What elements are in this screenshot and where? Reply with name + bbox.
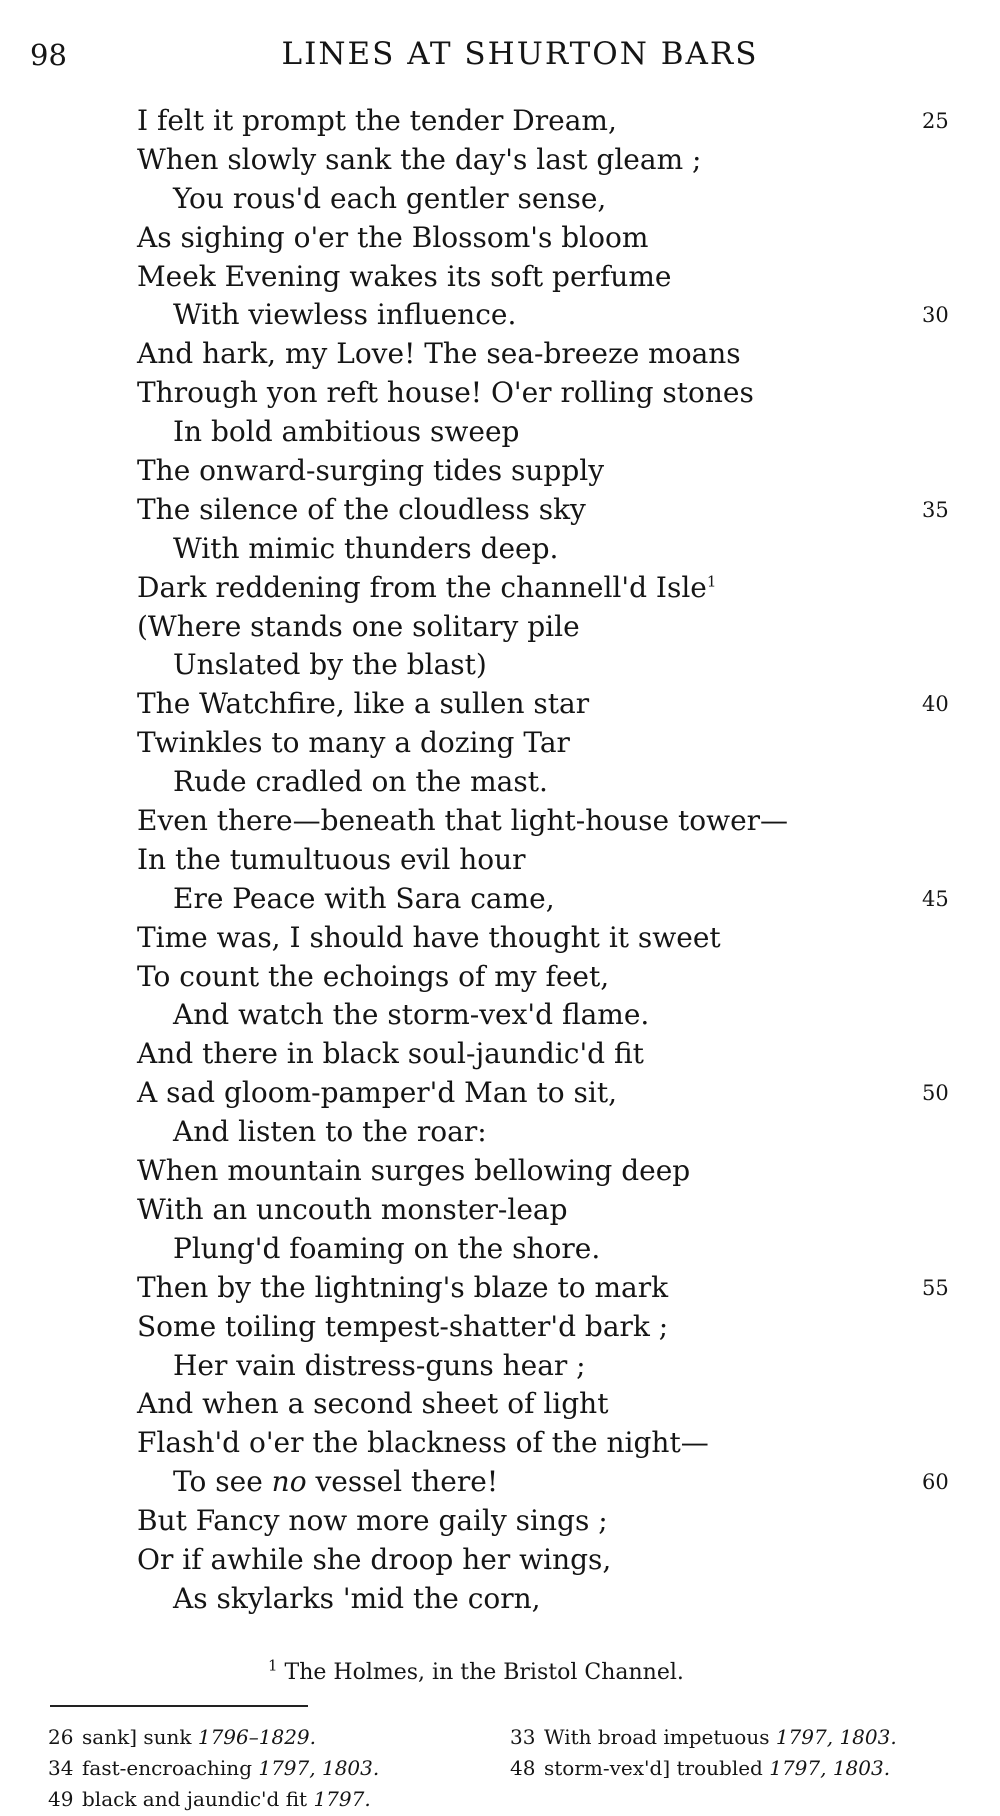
poem-line-text: When mountain surges bellowing deep <box>137 1154 691 1188</box>
poem-line <box>137 763 967 802</box>
poem-line-text: The onward-surging tides supply <box>137 454 605 488</box>
footnote-text: The Holmes, in the Bristol Channel. <box>284 1660 684 1685</box>
variant-source: 1797. <box>313 1787 371 1811</box>
poem-line <box>137 1230 967 1269</box>
variant-text: fast-encroaching <box>82 1756 252 1780</box>
footnote <box>268 1656 684 1685</box>
poem-line <box>137 258 967 297</box>
poem-line-text: As skylarks 'mid the corn, <box>173 1581 541 1615</box>
poem-line-text: As sighing o'er the Blossom's bloom <box>137 220 649 254</box>
poem-line-text: In the tumultuous evil hour <box>137 842 526 876</box>
variant-source: 1797, 1803. <box>775 1725 897 1749</box>
poem-line <box>137 413 967 452</box>
poem-line <box>137 802 967 841</box>
poem-line <box>137 1269 967 1308</box>
variant-text: black and jaundic'd fit <box>82 1787 308 1811</box>
variant-source: 1796–1829. <box>197 1725 317 1749</box>
line-number: 25 <box>922 109 949 133</box>
poem-line <box>137 1113 967 1152</box>
poem-line <box>137 646 967 685</box>
poem-line-text: And hark, my Love! The sea-breeze moans <box>137 337 741 371</box>
variant-line-number: 34 <box>48 1756 74 1780</box>
poem-line <box>137 102 967 141</box>
poem-line-text: To count the echoings of my feet, <box>137 959 610 993</box>
poem-line-text: In bold ambitious sweep <box>173 415 520 449</box>
poem-line <box>137 569 967 608</box>
poem-line <box>137 1308 967 1347</box>
footnote-reference: 1 <box>706 572 717 591</box>
poem-line <box>137 919 967 958</box>
poem-line <box>137 1385 967 1424</box>
poem-line-text: I felt it prompt the tender Dream, <box>137 104 617 137</box>
emphasized-word: no <box>271 1465 307 1499</box>
poem-line <box>137 491 967 530</box>
variant-text: storm-vex'd] troubled <box>544 1756 763 1780</box>
poem-line-text: And listen to the roar: <box>173 1115 487 1149</box>
poem-line-text: Plung'd foaming on the shore. <box>173 1231 601 1265</box>
footnote-mark: 1 <box>268 1656 278 1675</box>
poem-line-text: But Fancy now more gaily sings ; <box>137 1504 608 1538</box>
poem-line-text: Through yon reft house! O'er rolling stones <box>137 376 754 410</box>
poem-line-text: When slowly sank the day's last gleam ; <box>137 142 702 176</box>
variant-readings-right <box>510 1722 897 1784</box>
poem-line <box>137 1347 967 1386</box>
line-number: 35 <box>922 497 949 522</box>
poem-line <box>137 219 967 258</box>
poem-line <box>137 685 967 724</box>
poem-line-text: With an uncouth monster-leap <box>137 1192 568 1226</box>
variant-line-number: 26 <box>48 1725 74 1749</box>
line-number: 45 <box>922 886 949 911</box>
poem-line <box>137 1035 967 1074</box>
poem-line <box>137 1502 967 1541</box>
poem-line-text: Then by the lightning's blaze to mark <box>137 1270 669 1304</box>
poem-line-text: With viewless influence. <box>173 298 517 332</box>
poem-line-text: (Where stands one solitary pile <box>137 609 580 643</box>
line-number: 55 <box>922 1275 949 1300</box>
variant-reading <box>510 1722 897 1753</box>
poem-line-text: Meek Evening wakes its soft perfume <box>137 259 672 293</box>
variant-reading <box>48 1784 379 1815</box>
line-number: 40 <box>922 692 949 717</box>
poem-line <box>137 880 967 919</box>
poem-line-text: Unslated by the blast) <box>173 648 487 682</box>
poem-line <box>137 724 967 763</box>
poem-line <box>137 958 967 997</box>
variant-line-number: 48 <box>510 1756 536 1780</box>
poem-line-text: Ere Peace with Sara came, <box>173 881 555 915</box>
variant-source: 1797, 1803. <box>258 1756 380 1780</box>
poem-line-text: Twinkles to many a dozing Tar <box>137 726 570 760</box>
page-number: 98 <box>30 38 67 72</box>
poem-line-text: And when a second sheet of light <box>137 1387 609 1421</box>
variant-readings-left <box>48 1722 379 1815</box>
poem-line-text: A sad gloom-pamper'd Man to sit, <box>137 1076 617 1110</box>
poem-line <box>137 374 967 413</box>
variant-reading <box>510 1753 897 1784</box>
poem-line-text: To see no vessel there! <box>173 1465 499 1499</box>
poem-line-text: With mimic thunders deep. <box>173 531 559 565</box>
poem-line <box>137 180 967 219</box>
variant-line-number: 49 <box>48 1787 74 1811</box>
line-number: 50 <box>922 1081 949 1106</box>
poem-line <box>137 530 967 569</box>
poem-line <box>137 1191 967 1230</box>
poem-line-text: Or if awhile she droop her wings, <box>137 1542 612 1576</box>
variant-source: 1797, 1803. <box>769 1756 891 1780</box>
line-number: 30 <box>922 303 949 328</box>
poem-line-text: Time was, I should have thought it sweet <box>137 920 721 954</box>
variant-line-number: 33 <box>510 1725 536 1749</box>
poem-line <box>137 1424 967 1463</box>
variant-text: sank] sunk <box>82 1725 192 1749</box>
poem-line-text: The Watchfire, like a sullen star <box>137 687 590 721</box>
poem-line-text: Dark reddening from the channell'd Isle$^1$ <box>137 570 717 604</box>
poem-line-text: Even there—beneath that light-house tower— <box>137 804 789 838</box>
line-number: 60 <box>922 1470 949 1495</box>
poem-line-text: And watch the storm-vex'd flame. <box>173 998 650 1032</box>
poem-line <box>137 141 967 180</box>
poem-line <box>137 296 967 335</box>
poem-line-text: The silence of the cloudless sky <box>137 492 586 526</box>
poem-line <box>137 452 967 491</box>
footnote-rule <box>50 1705 308 1707</box>
poem-line <box>137 1541 967 1580</box>
variant-reading <box>48 1722 379 1753</box>
poem-line <box>137 608 967 647</box>
poem-line <box>137 1152 967 1191</box>
poem-line-text: Some toiling tempest-shatter'd bark ; <box>137 1309 669 1343</box>
poem-line <box>137 841 967 880</box>
poem-line-text: Flash'd o'er the blackness of the night— <box>137 1426 709 1460</box>
poem-line-text: Her vain distress-guns hear ; <box>173 1348 586 1382</box>
poem-line-text: And there in black soul-jaundic'd fit <box>137 1037 644 1071</box>
poem-line <box>137 996 967 1035</box>
variant-reading <box>48 1753 379 1784</box>
poem-line <box>137 335 967 374</box>
running-title: LINES AT SHURTON BARS <box>281 36 759 72</box>
poem-line-text: Rude cradled on the mast. <box>173 765 548 799</box>
poem-line <box>137 1463 967 1502</box>
poem-line <box>137 1074 967 1113</box>
poem-line <box>137 1580 967 1619</box>
poem-line-text: You rous'd each gentler sense, <box>173 181 607 215</box>
variant-text: With broad impetuous <box>544 1725 770 1749</box>
poem <box>137 102 967 1619</box>
